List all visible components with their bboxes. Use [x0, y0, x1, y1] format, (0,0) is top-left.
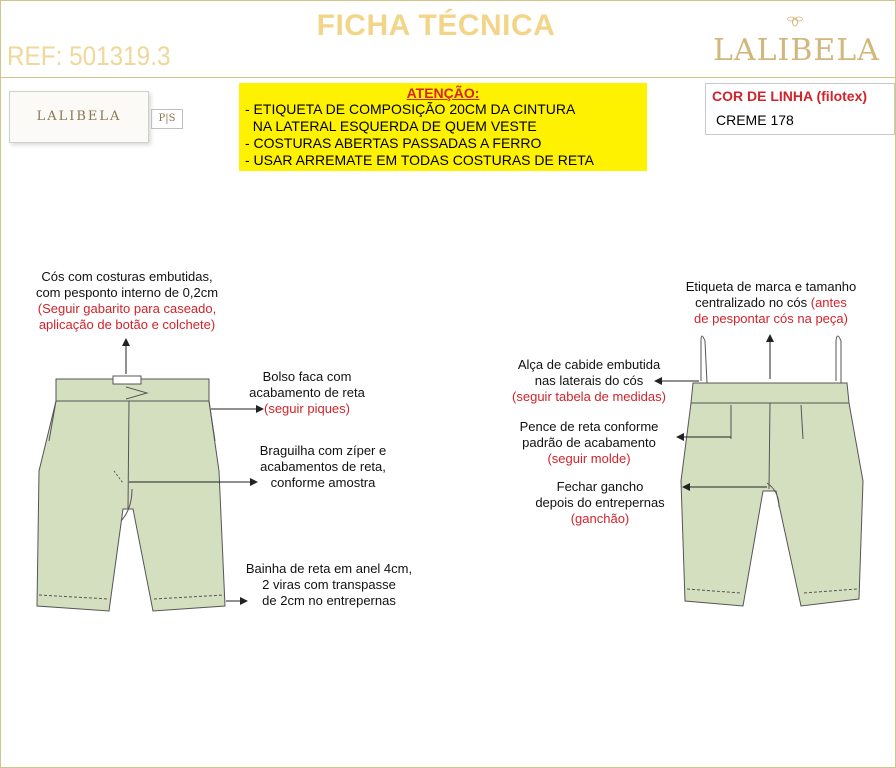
note-text: com pesponto interno de 0,2cm — [35, 285, 219, 300]
label-logo-tag: P|S — [151, 109, 183, 129]
thread-color-sublabel: (filotex) — [816, 88, 868, 104]
note-text: Bolso faca com — [262, 369, 352, 384]
note-text: 2 viras com transpasse — [262, 577, 396, 592]
note-text: acabamentos de reta, — [260, 459, 386, 474]
note-text: acabamento de reta — [249, 385, 365, 400]
thread-color-value: CREME 178 — [716, 112, 794, 128]
page-title: FICHA TÉCNICA — [316, 9, 556, 42]
attention-title: ATENÇÃO: — [406, 85, 480, 101]
note-text: padrão de acabamento — [522, 435, 656, 450]
note-text: conforme amostra — [270, 475, 376, 490]
back-body — [681, 403, 863, 606]
note-text-red: (seguir piques) — [264, 401, 350, 416]
note-text: centralizado no cós — [695, 295, 808, 310]
garment-drawings — [1, 1, 895, 767]
note-hem — [231, 561, 427, 609]
note-label — [671, 279, 871, 327]
attention-line: - USAR ARREMATE EM TODAS COSTURAS DE RETA — [245, 152, 595, 168]
note-fly — [249, 443, 397, 491]
note-text: Cós com costuras embutidas, — [41, 269, 213, 284]
note-text-red: (ganchão) — [570, 511, 630, 526]
brand-logo: LALIBELA — [713, 33, 880, 68]
note-text-red: (seguir molde) — [547, 451, 631, 466]
note-text-red: aplicação de botão e colchete) — [38, 317, 216, 332]
attention-line: NA LATERAL ESQUERDA DE QUEM VESTE — [245, 118, 537, 134]
note-text: de 2cm no entrepernas — [262, 593, 396, 608]
note-text: Bainha de reta em anel 4cm, — [245, 561, 413, 576]
note-text: nas laterais do cós — [534, 373, 644, 388]
front-shorts — [37, 376, 225, 611]
attention-line: - ETIQUETA DE COMPOSIÇÃO 20CM DA CINTURA — [245, 101, 576, 117]
note-text: Braguilha com zíper e — [259, 443, 387, 458]
note-text: Etiqueta de marca e tamanho — [685, 279, 857, 294]
label-logo-name: LALIBELA — [36, 109, 122, 124]
note-text-red: (antes — [810, 295, 847, 310]
note-text-red: de pespontar cós na peça) — [694, 311, 848, 326]
reference-code: REF: 501319.3 — [7, 41, 171, 71]
note-waistband — [21, 269, 233, 333]
note-crotch — [521, 479, 679, 527]
note-text-red: (Seguir gabarito para caseado, — [37, 301, 217, 316]
front-body — [37, 401, 225, 611]
note-pocket — [247, 369, 367, 417]
note-dart — [505, 419, 673, 467]
note-hanger — [501, 357, 677, 405]
waistband-label — [113, 376, 141, 384]
note-text-red: (seguir tabela de medidas) — [512, 389, 666, 404]
thread-color-label: COR DE LINHA — [712, 88, 813, 104]
note-text: Pence de reta conforme — [519, 419, 659, 434]
back-shorts — [681, 336, 863, 606]
note-text: Alça de cabide embutida — [517, 357, 661, 372]
note-text: Fechar gancho — [556, 479, 644, 494]
note-text: depois do entrepernas — [535, 495, 665, 510]
attention-line: - COSTURAS ABERTAS PASSADAS A FERRO — [245, 135, 542, 151]
